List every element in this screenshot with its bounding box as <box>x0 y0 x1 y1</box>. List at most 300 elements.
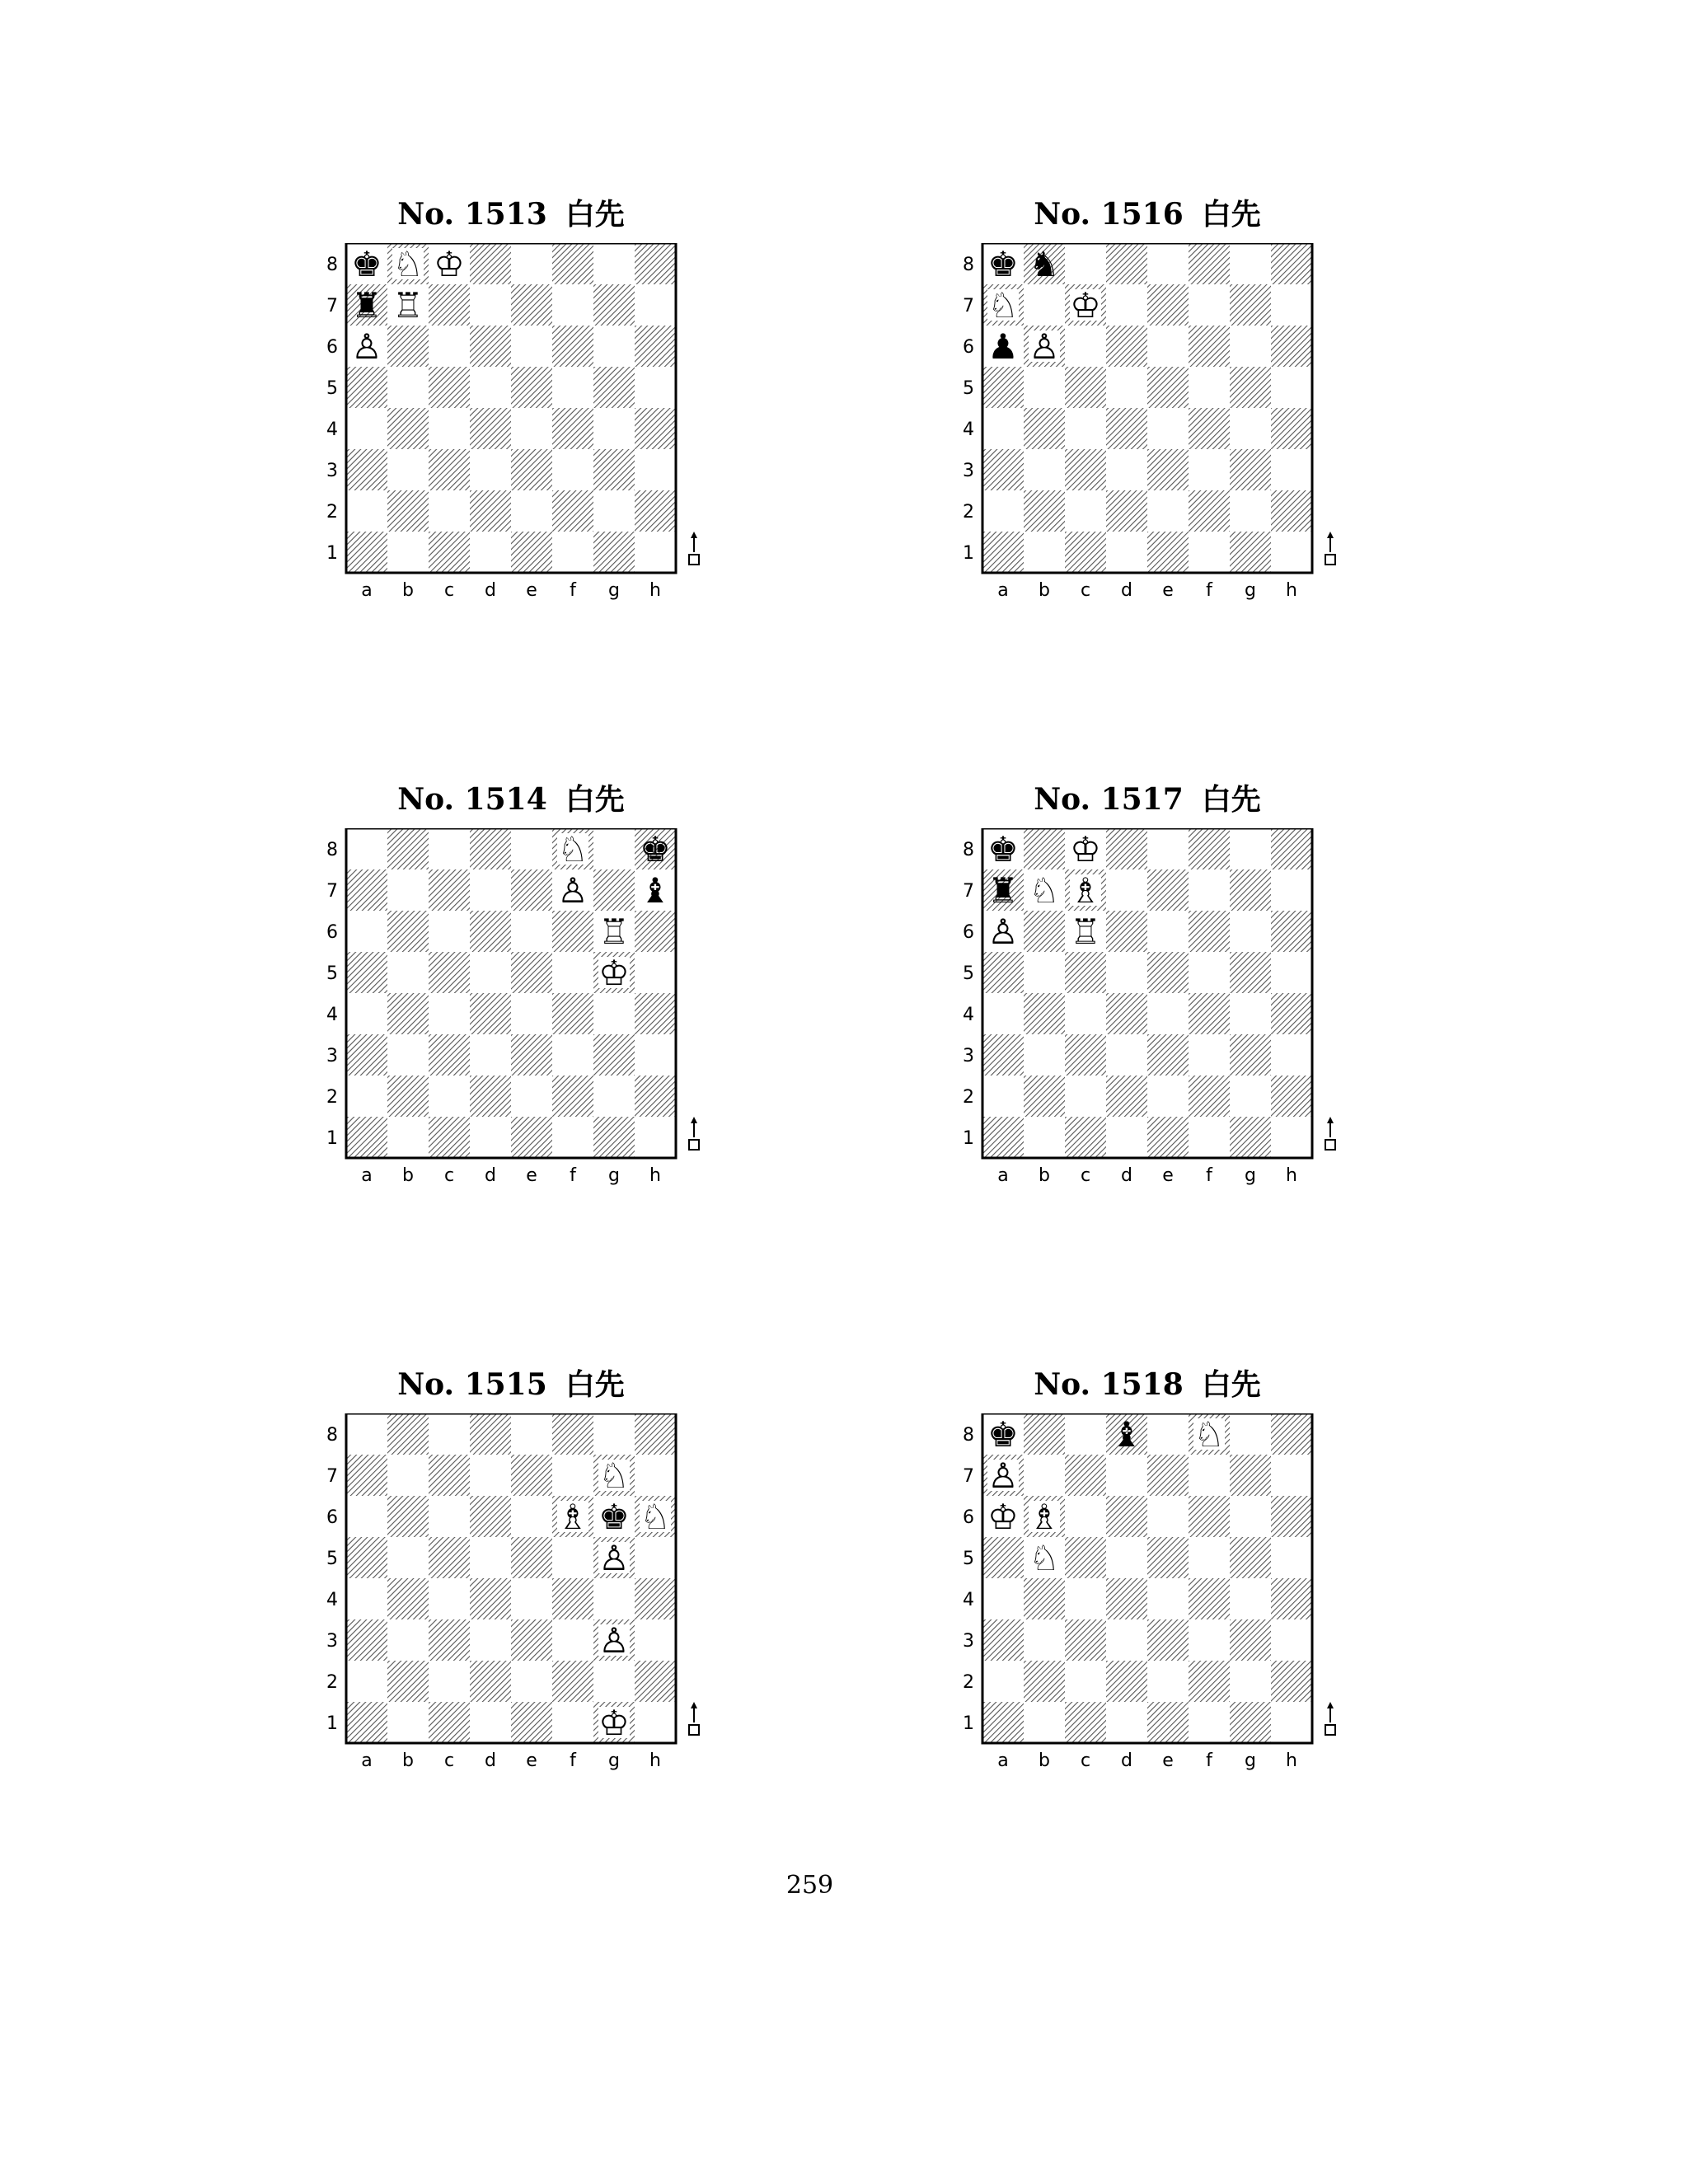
dark-square <box>593 284 635 326</box>
file-label: g <box>608 1750 620 1771</box>
light-square <box>346 1076 387 1117</box>
white-rook-icon: ♖ <box>392 285 424 326</box>
dark-square <box>1065 1034 1106 1076</box>
light-square <box>1147 326 1189 367</box>
dark-square <box>1147 1619 1189 1661</box>
problem-number: No. 1516 <box>1034 197 1184 232</box>
white-to-move-icon <box>689 1117 699 1150</box>
dark-square <box>552 408 593 449</box>
diagram-title <box>933 1364 1362 1406</box>
dark-square <box>1106 828 1147 869</box>
light-square <box>552 367 593 408</box>
white-knight-icon: ♘ <box>392 244 424 284</box>
rank-label: 7 <box>326 1466 338 1487</box>
dark-square <box>1065 1702 1106 1743</box>
dark-square <box>387 1076 429 1117</box>
white-king-icon: ♔ <box>1070 285 1101 326</box>
rank-label: 4 <box>963 1005 974 1025</box>
light-square <box>470 1455 511 1496</box>
light-square <box>593 490 635 532</box>
white-knight-icon: ♘ <box>1029 1538 1060 1578</box>
light-square <box>552 952 593 993</box>
dark-square <box>982 1034 1024 1076</box>
dark-square <box>552 1661 593 1702</box>
dark-square <box>511 284 552 326</box>
dark-square <box>1106 1076 1147 1117</box>
light-square <box>593 1661 635 1702</box>
white-bishop-icon: ♗ <box>557 1497 588 1537</box>
light-square <box>1147 1076 1189 1117</box>
dark-square <box>429 1034 470 1076</box>
file-label: g <box>608 580 620 601</box>
light-square <box>1106 1537 1147 1578</box>
light-square <box>511 326 552 367</box>
rank-label: 2 <box>963 502 974 523</box>
rank-label: 7 <box>326 296 338 316</box>
dark-square <box>552 911 593 952</box>
file-label: a <box>997 1750 1009 1771</box>
file-label: e <box>1162 580 1174 601</box>
light-square <box>1024 1619 1065 1661</box>
light-square <box>470 1117 511 1158</box>
chessboard <box>958 1413 1304 1776</box>
light-square <box>635 1117 676 1158</box>
file-label: e <box>1162 1165 1174 1186</box>
dark-square <box>387 490 429 532</box>
light-square <box>1106 284 1147 326</box>
light-square <box>1271 284 1312 326</box>
dark-square <box>1189 911 1230 952</box>
light-square <box>593 408 635 449</box>
light-square <box>552 1537 593 1578</box>
light-square <box>1189 869 1230 911</box>
rank-label: 2 <box>326 1087 338 1108</box>
light-square <box>346 993 387 1034</box>
rank-label: 3 <box>326 1631 338 1652</box>
light-square <box>346 1578 387 1619</box>
dark-square <box>982 367 1024 408</box>
light-square <box>593 1413 635 1455</box>
dark-square <box>593 532 635 573</box>
dark-square <box>511 1702 552 1743</box>
light-square <box>346 911 387 952</box>
file-label: c <box>443 580 455 601</box>
light-square <box>1189 367 1230 408</box>
light-square <box>1024 284 1065 326</box>
black-knight-icon: ♞ <box>1029 244 1060 284</box>
dark-square <box>346 1619 387 1661</box>
problem-number: No. 1513 <box>397 197 547 232</box>
light-square <box>1230 1413 1271 1455</box>
dark-square <box>552 1578 593 1619</box>
light-square <box>1189 449 1230 490</box>
light-square <box>511 911 552 952</box>
black-bishop-icon: ♝ <box>1111 1414 1142 1455</box>
light-square <box>1024 1117 1065 1158</box>
white-knight-icon: ♘ <box>598 1455 630 1496</box>
dark-square <box>635 1413 676 1455</box>
light-square <box>346 1661 387 1702</box>
dark-square <box>1065 532 1106 573</box>
dark-square <box>1189 326 1230 367</box>
dark-square <box>1189 993 1230 1034</box>
rank-label: 5 <box>326 1549 338 1569</box>
light-square <box>1271 1034 1312 1076</box>
dark-square <box>1024 1076 1065 1117</box>
light-square <box>429 993 470 1034</box>
light-square <box>1189 1034 1230 1076</box>
dark-square <box>346 1034 387 1076</box>
light-square <box>552 532 593 573</box>
light-square <box>1106 1702 1147 1743</box>
light-square <box>346 490 387 532</box>
dark-square <box>511 1117 552 1158</box>
light-square <box>346 1413 387 1455</box>
light-square <box>552 1702 593 1743</box>
rank-label: 2 <box>326 502 338 523</box>
light-square <box>470 869 511 911</box>
dark-square <box>1147 449 1189 490</box>
black-bishop-icon: ♝ <box>640 870 671 911</box>
light-square <box>1271 1455 1312 1496</box>
light-square <box>346 1496 387 1537</box>
dark-square <box>429 284 470 326</box>
dark-square <box>1271 828 1312 869</box>
dark-square <box>1230 449 1271 490</box>
light-square <box>1271 1537 1312 1578</box>
diagram-title <box>297 779 725 821</box>
light-square <box>470 284 511 326</box>
dark-square <box>1271 408 1312 449</box>
light-square <box>1106 869 1147 911</box>
board-svg <box>958 1413 1345 1784</box>
white-knight-icon: ♘ <box>1193 1414 1225 1455</box>
rank-label: 5 <box>963 963 974 984</box>
file-label: c <box>443 1750 455 1771</box>
light-square <box>1065 326 1106 367</box>
dark-square <box>635 243 676 284</box>
diagram-1518 <box>933 1364 1362 1825</box>
board-svg <box>958 243 1345 614</box>
dark-square <box>1147 367 1189 408</box>
light-square <box>511 828 552 869</box>
white-pawn-icon: ♙ <box>557 870 588 911</box>
black-king-icon: ♚ <box>987 244 1019 284</box>
light-square <box>593 243 635 284</box>
file-label: g <box>1245 580 1256 601</box>
white-to-move-icon <box>689 532 699 565</box>
light-square <box>593 326 635 367</box>
light-square <box>511 490 552 532</box>
dark-square <box>1106 490 1147 532</box>
dark-square <box>1065 1455 1106 1496</box>
file-label: f <box>1206 1165 1212 1186</box>
light-square <box>1271 952 1312 993</box>
dark-square <box>552 1076 593 1117</box>
dark-square <box>1024 1578 1065 1619</box>
white-to-move-icon <box>1325 1117 1335 1150</box>
file-label: c <box>1080 580 1091 601</box>
light-square <box>511 1496 552 1537</box>
dark-square <box>1147 1034 1189 1076</box>
dark-square <box>1271 326 1312 367</box>
light-square <box>1271 1619 1312 1661</box>
file-label: b <box>402 1165 414 1186</box>
light-square <box>982 993 1024 1034</box>
light-square <box>552 449 593 490</box>
rank-label: 1 <box>326 1713 338 1734</box>
dark-square <box>470 828 511 869</box>
dark-square <box>1147 1537 1189 1578</box>
dark-square <box>1065 449 1106 490</box>
light-square <box>1230 911 1271 952</box>
file-label: b <box>1039 1165 1050 1186</box>
light-square <box>635 1702 676 1743</box>
white-bishop-icon: ♗ <box>1029 1497 1060 1537</box>
rank-label: 1 <box>963 543 974 564</box>
white-king-icon: ♔ <box>434 244 465 284</box>
dark-square <box>387 993 429 1034</box>
light-square <box>1189 532 1230 573</box>
dark-square <box>1065 1117 1106 1158</box>
file-label: d <box>1121 1750 1132 1771</box>
light-square <box>1106 1034 1147 1076</box>
white-knight-icon: ♘ <box>557 829 588 869</box>
black-king-icon: ♚ <box>640 829 671 869</box>
rank-label: 1 <box>963 1713 974 1734</box>
dark-square <box>593 367 635 408</box>
rank-label: 2 <box>963 1087 974 1108</box>
dark-square <box>635 1661 676 1702</box>
file-label: a <box>997 1165 1009 1186</box>
dark-square <box>1147 532 1189 573</box>
light-square <box>552 1034 593 1076</box>
diagram-1516 <box>933 194 1362 655</box>
rank-label: 2 <box>326 1672 338 1693</box>
light-square <box>1271 1117 1312 1158</box>
dark-square <box>1189 1578 1230 1619</box>
dark-square <box>635 1578 676 1619</box>
board-svg <box>321 1413 709 1784</box>
dark-square <box>511 1034 552 1076</box>
dark-square <box>1230 1117 1271 1158</box>
file-label: g <box>608 1165 620 1186</box>
light-square <box>1189 1455 1230 1496</box>
diagram-1515 <box>297 1364 725 1825</box>
light-square <box>552 1619 593 1661</box>
board-svg <box>321 828 709 1199</box>
light-square <box>387 952 429 993</box>
light-square <box>982 1661 1024 1702</box>
diagram-title <box>933 194 1362 236</box>
dark-square <box>346 952 387 993</box>
light-square <box>1147 243 1189 284</box>
rank-label: 8 <box>963 255 974 275</box>
light-square <box>1065 408 1106 449</box>
dark-square <box>511 449 552 490</box>
dark-square <box>635 490 676 532</box>
light-square <box>552 1455 593 1496</box>
light-square <box>1230 828 1271 869</box>
file-label: d <box>1121 580 1132 601</box>
dark-square <box>1230 1455 1271 1496</box>
light-square <box>1230 1661 1271 1702</box>
rank-label: 6 <box>963 1507 974 1528</box>
light-square <box>511 993 552 1034</box>
light-square <box>429 911 470 952</box>
file-label: h <box>1286 580 1297 601</box>
dark-square <box>1230 869 1271 911</box>
white-knight-icon: ♘ <box>640 1497 671 1537</box>
white-knight-icon: ♘ <box>1029 870 1060 911</box>
file-label: a <box>997 580 1009 601</box>
white-king-icon: ♔ <box>598 1703 630 1743</box>
light-square <box>511 1661 552 1702</box>
dark-square <box>470 1413 511 1455</box>
light-square <box>387 1117 429 1158</box>
diagram-1514 <box>297 779 725 1240</box>
file-label: e <box>526 580 537 601</box>
dark-square <box>552 1413 593 1455</box>
rank-label: 3 <box>963 461 974 481</box>
light-square <box>511 408 552 449</box>
chessboard <box>321 243 668 606</box>
dark-square <box>593 1034 635 1076</box>
dark-square <box>1271 1578 1312 1619</box>
white-pawn-icon: ♙ <box>351 326 382 367</box>
dark-square <box>982 952 1024 993</box>
light-square <box>1230 326 1271 367</box>
dark-square <box>1230 284 1271 326</box>
dark-square <box>1106 1496 1147 1537</box>
light-square <box>593 1076 635 1117</box>
light-square <box>1189 1619 1230 1661</box>
light-square <box>387 1455 429 1496</box>
dark-square <box>1271 1413 1312 1455</box>
rank-label: 6 <box>963 922 974 943</box>
light-square <box>470 952 511 993</box>
white-pawn-icon: ♙ <box>1029 326 1060 367</box>
dark-square <box>511 869 552 911</box>
rank-label: 6 <box>326 1507 338 1528</box>
dark-square <box>429 449 470 490</box>
dark-square <box>511 532 552 573</box>
file-label: f <box>570 580 576 601</box>
file-label: g <box>1245 1165 1256 1186</box>
light-square <box>387 449 429 490</box>
dark-square <box>346 449 387 490</box>
rank-label: 3 <box>963 1631 974 1652</box>
light-square <box>1065 243 1106 284</box>
light-square <box>1106 952 1147 993</box>
dark-square <box>982 1537 1024 1578</box>
dark-square <box>1271 243 1312 284</box>
dark-square <box>1106 326 1147 367</box>
light-square <box>429 490 470 532</box>
dark-square <box>1230 952 1271 993</box>
dark-square <box>1230 532 1271 573</box>
dark-square <box>429 1537 470 1578</box>
light-square <box>1147 490 1189 532</box>
white-to-move-icon <box>1325 1702 1335 1735</box>
white-king-icon: ♔ <box>598 953 630 993</box>
turn-indicator: 白先 <box>1201 783 1261 817</box>
board-svg <box>958 828 1345 1199</box>
light-square <box>635 1537 676 1578</box>
dark-square <box>1230 1537 1271 1578</box>
dark-square <box>429 1455 470 1496</box>
rank-label: 3 <box>326 1046 338 1066</box>
dark-square <box>346 532 387 573</box>
file-label: d <box>485 1750 496 1771</box>
light-square <box>511 243 552 284</box>
light-square <box>1065 1496 1106 1537</box>
rank-label: 4 <box>326 1590 338 1610</box>
light-square <box>387 869 429 911</box>
dark-square <box>470 1661 511 1702</box>
dark-square <box>1106 1661 1147 1702</box>
dark-square <box>1271 911 1312 952</box>
light-square <box>1147 911 1189 952</box>
dark-square <box>511 1619 552 1661</box>
rank-label: 4 <box>963 419 974 440</box>
light-square <box>635 1455 676 1496</box>
light-square <box>635 532 676 573</box>
dark-square <box>982 449 1024 490</box>
light-square <box>429 326 470 367</box>
dark-square <box>346 367 387 408</box>
dark-square <box>1147 1117 1189 1158</box>
light-square <box>593 1578 635 1619</box>
board-svg <box>321 243 709 614</box>
light-square <box>1024 367 1065 408</box>
dark-square <box>429 1117 470 1158</box>
rank-label: 7 <box>963 1466 974 1487</box>
black-pawn-icon: ♟ <box>987 326 1019 367</box>
light-square <box>1024 1455 1065 1496</box>
black-king-icon: ♚ <box>987 829 1019 869</box>
dark-square <box>552 326 593 367</box>
dark-square <box>1106 1578 1147 1619</box>
dark-square <box>429 952 470 993</box>
dark-square <box>470 993 511 1034</box>
dark-square <box>635 408 676 449</box>
dark-square <box>982 1117 1024 1158</box>
file-label: e <box>1162 1750 1174 1771</box>
light-square <box>982 408 1024 449</box>
dark-square <box>1024 1413 1065 1455</box>
dark-square <box>1147 284 1189 326</box>
dark-square <box>982 1702 1024 1743</box>
light-square <box>470 1034 511 1076</box>
light-square <box>982 490 1024 532</box>
problem-number: No. 1518 <box>1034 1367 1184 1402</box>
light-square <box>1065 1661 1106 1702</box>
dark-square <box>982 532 1024 573</box>
dark-square <box>1065 1619 1106 1661</box>
chessboard <box>958 243 1304 606</box>
light-square <box>1147 1496 1189 1537</box>
white-pawn-icon: ♙ <box>598 1620 630 1661</box>
file-label: f <box>570 1750 576 1771</box>
dark-square <box>429 532 470 573</box>
dark-square <box>1189 490 1230 532</box>
black-king-icon: ♚ <box>987 1414 1019 1455</box>
file-label: g <box>1245 1750 1256 1771</box>
file-label: d <box>485 1165 496 1186</box>
dark-square <box>635 326 676 367</box>
light-square <box>1271 532 1312 573</box>
